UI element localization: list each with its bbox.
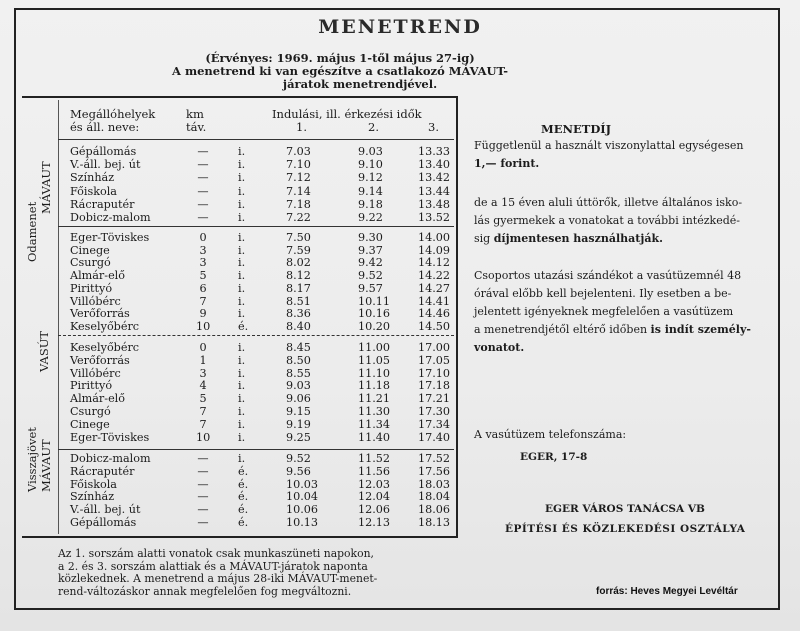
cell-name: Cinege	[70, 417, 110, 431]
table-row	[0, 379, 458, 392]
cell-t3: 17.18	[418, 379, 451, 393]
cell-ie: i.	[238, 452, 246, 465]
cell-name: Dobicz-malom	[70, 452, 151, 465]
cell-t3: 13.44	[418, 184, 451, 198]
table-row	[0, 244, 458, 257]
cell-t3: 17.05	[418, 353, 451, 367]
cell-ie: i.	[238, 231, 246, 244]
cell-km: —	[197, 464, 209, 478]
cell-km: 7	[199, 294, 207, 308]
table-row	[0, 307, 458, 320]
table-row	[0, 367, 458, 380]
cell-km: 7	[199, 405, 207, 418]
cell-t3: 17.40	[418, 430, 451, 444]
cell-ie: i.	[238, 405, 246, 418]
cell-t1: 8.17	[286, 281, 311, 295]
cell-t3: 14.46	[418, 307, 451, 321]
cell-t3: 14.27	[418, 281, 451, 295]
cell-name: Dobicz-malom	[70, 211, 151, 224]
cell-t2: 9.10	[358, 158, 383, 172]
cell-name: Verőforrás	[70, 307, 130, 321]
cell-t1: 9.52	[286, 452, 311, 465]
cell-t1: 8.40	[286, 319, 311, 333]
table-row	[0, 158, 458, 171]
cell-t1: 10.13	[286, 516, 319, 529]
cell-name: Villóbérc	[70, 366, 121, 380]
cell-km: —	[197, 184, 209, 198]
cell-km: 0	[199, 341, 207, 354]
footnote: Az 1. sorszám alatti vonatok csak munkaszüneti napokon, a 2. és 3. sorszám alattiak és a MÁVAUT-járatok naponta közlekednek. A menetrend a május 28-iki MÁVAUT-menet- rend-változáskor annak megfelelően fog megváltozni.	[58, 547, 378, 598]
cell-name: Rácraputér	[70, 197, 135, 211]
cell-t1: 8.12	[286, 269, 311, 283]
cell-t2: 12.04	[358, 490, 391, 504]
cell-t1: 7.18	[286, 197, 311, 211]
table-row	[0, 418, 458, 431]
cell-t1: 7.03	[286, 145, 311, 158]
cell-name: Csurgó	[70, 256, 111, 270]
table-row	[0, 503, 458, 516]
cell-name: Színház	[70, 171, 115, 185]
cell-t1: 9.25	[286, 430, 311, 444]
cell-km: —	[197, 145, 209, 158]
cell-t2: 11.52	[358, 452, 391, 465]
cell-t2: 11.18	[358, 379, 391, 393]
cell-t1: 8.51	[286, 294, 311, 308]
cell-t3: 17.52	[418, 452, 451, 465]
cell-t2: 9.57	[358, 281, 383, 295]
cell-name: Verőforrás	[70, 353, 130, 367]
cell-t1: 8.50	[286, 353, 311, 367]
cell-t1: 10.04	[286, 490, 319, 504]
subtitle-line-2: A menetrend ki van egészítve a csatlakozó MÁVAUT-	[172, 64, 508, 78]
section-divider-1	[58, 226, 454, 227]
header-col-2: 2.	[368, 120, 379, 134]
cell-km: —	[197, 516, 209, 529]
cell-ie: i.	[238, 379, 246, 393]
cell-t2: 10.16	[358, 307, 391, 321]
cell-t2: 11.30	[358, 405, 391, 418]
cell-ie: i.	[238, 417, 246, 431]
cell-t1: 8.45	[286, 341, 311, 354]
cell-t1: 8.36	[286, 307, 311, 321]
table-row	[0, 405, 458, 418]
table-row	[0, 198, 458, 211]
table-row	[0, 295, 458, 308]
cell-t2: 9.03	[358, 145, 383, 158]
cell-km: —	[197, 452, 209, 465]
cell-name: V.-áll. bej. út	[70, 158, 141, 172]
cell-ie: i.	[238, 307, 246, 321]
table-row	[0, 320, 458, 333]
table-row	[0, 392, 458, 405]
cell-t2: 9.12	[358, 171, 383, 185]
cell-t2: 11.40	[358, 430, 391, 444]
table-row	[0, 516, 458, 529]
cell-t3: 14.41	[418, 294, 451, 308]
header-times: Indulási, ill. érkezési idők	[272, 107, 422, 121]
cell-t3: 17.56	[418, 464, 451, 478]
cell-ie: é.	[238, 503, 249, 517]
cell-ie: i.	[238, 197, 246, 211]
header-col-3: 3.	[428, 120, 439, 134]
cell-km: 1	[199, 353, 207, 367]
cell-km: —	[197, 171, 209, 185]
cell-t3: 17.30	[418, 405, 451, 418]
group-travel-paragraph: Csoportos utazási szándékot a vasútüzemnél 48 órával előbb kell bejelenteni. Ily esetben a be- jelentett igényeknek megfelelően a vasútüzem a menetrendjétől eltérő időben is indít személy- vonatot.	[474, 269, 751, 354]
cell-km: 3	[199, 366, 207, 380]
cell-t1: 9.19	[286, 417, 311, 431]
cell-t2: 12.13	[358, 516, 391, 529]
cell-t1: 7.50	[286, 231, 311, 244]
cell-t2: 12.03	[358, 477, 391, 491]
table-row	[0, 171, 458, 184]
table-row	[0, 282, 458, 295]
cell-t1: 10.03	[286, 477, 319, 491]
cell-t2: 9.52	[358, 269, 383, 283]
table-row	[0, 452, 458, 465]
source-credit: forrás: Heves Megyei Levéltár	[596, 586, 738, 597]
table-bottom-rule	[22, 536, 458, 538]
cell-t1: 8.55	[286, 366, 311, 380]
cell-t3: 17.10	[418, 366, 451, 380]
cell-t1: 7.10	[286, 158, 311, 172]
table-row	[0, 256, 458, 269]
cell-ie: i.	[238, 145, 246, 158]
cell-name: Csurgó	[70, 405, 111, 418]
side-label-mavaut-1: MÁVAUT	[39, 161, 53, 214]
cell-t2: 11.10	[358, 366, 391, 380]
cell-km: 6	[199, 281, 207, 295]
cell-name: Főiskola	[70, 477, 117, 491]
cell-t3: 18.04	[418, 490, 451, 504]
cell-name: Keselyőbérc	[70, 319, 140, 333]
cell-km: —	[197, 503, 209, 517]
table-row	[0, 341, 458, 354]
cell-name: Eger-Töviskes	[70, 430, 150, 444]
cell-name: Eger-Töviskes	[70, 231, 150, 244]
free-travel-paragraph: de a 15 éven aluli úttörők, illetve általános isko- lás gyermekek a vonatokat a további intézkedé- sig díjmentesen használhatják.	[474, 196, 743, 245]
cell-km: —	[197, 477, 209, 491]
header-col-1: 1.	[296, 120, 307, 134]
cell-t1: 7.14	[286, 184, 311, 198]
cell-ie: i.	[238, 294, 246, 308]
cell-name: Gépállomás	[70, 145, 137, 158]
table-row	[0, 185, 458, 198]
cell-t3: 13.40	[418, 158, 451, 172]
cell-t2: 11.34	[358, 417, 391, 431]
cell-km: —	[197, 211, 209, 224]
phone-label: A vasútüzem telefonszáma:	[474, 428, 627, 441]
table-row	[0, 354, 458, 367]
cell-t1: 7.12	[286, 171, 311, 185]
cell-ie: i.	[238, 341, 246, 354]
cell-t1: 8.02	[286, 256, 311, 270]
cell-t2: 11.21	[358, 392, 391, 406]
side-label-mavaut-2: MÁVAUT	[39, 439, 53, 492]
cell-t3: 14.12	[418, 256, 451, 270]
cell-t3: 13.52	[418, 211, 451, 224]
fare-paragraph: Függetlenül a használt viszonylattal egységesen 1,— forint.	[474, 139, 744, 170]
cell-name: Gépállomás	[70, 516, 137, 529]
cell-t2: 10.11	[358, 294, 391, 308]
cell-name: Pirittyó	[70, 379, 113, 393]
table-row	[0, 478, 458, 491]
header-km: km táv.	[186, 107, 207, 134]
cell-name: Keselyőbérc	[70, 341, 140, 354]
cell-t3: 17.34	[418, 417, 451, 431]
cell-ie: é.	[238, 319, 249, 333]
cell-name: Almár-elő	[70, 392, 125, 406]
cell-name: Színház	[70, 490, 115, 504]
side-label-odamenet: Odamenet	[25, 201, 39, 262]
cell-t2: 11.56	[358, 464, 391, 478]
cell-t1: 10.06	[286, 503, 319, 517]
signature-line-2: ÉPÍTÉSI ÉS KÖZLEKEDÉSI OSZTÁLYA	[505, 523, 746, 535]
validity-line: (Érvényes: 1969. május 1-től május 27-ig)	[205, 51, 475, 65]
cell-ie: i.	[238, 211, 246, 224]
cell-t1: 9.06	[286, 392, 311, 406]
cell-t1: 9.15	[286, 405, 311, 418]
cell-km: 10	[196, 430, 211, 444]
cell-name: Pirittyó	[70, 281, 113, 295]
header-stops: Megállóhelyek és áll. neve:	[70, 107, 156, 134]
cell-name: Villóbérc	[70, 294, 121, 308]
cell-ie: i.	[238, 353, 246, 367]
cell-ie: i.	[238, 184, 246, 198]
cell-ie: i.	[238, 430, 246, 444]
cell-t2: 10.20	[358, 319, 391, 333]
table-row	[0, 490, 458, 503]
cell-ie: i.	[238, 243, 246, 257]
table-top-rule	[22, 96, 458, 98]
cell-km: 5	[199, 269, 207, 283]
cell-t3: 14.00	[418, 231, 451, 244]
cell-name: V.-áll. bej. út	[70, 503, 141, 517]
cell-ie: i.	[238, 366, 246, 380]
cell-ie: é.	[238, 516, 249, 529]
header-divider	[58, 139, 454, 140]
table-row	[0, 431, 458, 444]
table-row	[0, 211, 458, 224]
cell-km: 0	[199, 231, 207, 244]
cell-km: 3	[199, 256, 207, 270]
cell-km: —	[197, 158, 209, 172]
cell-km: 10	[196, 319, 211, 333]
subtitle-line-3: járatok menetrendjével.	[282, 77, 438, 91]
cell-t2: 9.18	[358, 197, 383, 211]
cell-km: 5	[199, 392, 207, 406]
table-row	[0, 145, 458, 158]
cell-ie: i.	[238, 171, 246, 185]
cell-t3: 17.21	[418, 392, 451, 406]
phone-number: EGER, 17-8	[520, 451, 588, 463]
cell-t1: 9.03	[286, 379, 311, 393]
cell-ie: i.	[238, 392, 246, 406]
side-label-vasut: VASÚT	[37, 330, 51, 372]
cell-name: Főiskola	[70, 184, 117, 198]
cell-t3: 13.42	[418, 171, 451, 185]
table-row	[0, 465, 458, 478]
cell-t3: 17.00	[418, 341, 451, 354]
fare-heading: MENETDÍJ	[541, 122, 612, 136]
cell-t3: 18.13	[418, 516, 451, 529]
cell-t2: 11.05	[358, 353, 391, 367]
page-title: MENETREND	[318, 16, 482, 38]
signature-line-1: EGER VÁROS TANÁCSA VB	[545, 503, 705, 515]
cell-ie: é.	[238, 490, 249, 504]
cell-km: —	[197, 197, 209, 211]
cell-t3: 14.09	[418, 243, 451, 257]
cell-t3: 13.48	[418, 197, 451, 211]
table-row	[0, 269, 458, 282]
cell-ie: é.	[238, 464, 249, 478]
table-row	[0, 231, 458, 244]
cell-t3: 18.06	[418, 503, 451, 517]
cell-km: 7	[199, 417, 207, 431]
cell-ie: é.	[238, 477, 249, 491]
cell-ie: i.	[238, 256, 246, 270]
cell-t3: 13.33	[418, 145, 451, 158]
cell-t2: 12.06	[358, 503, 391, 517]
cell-t2: 9.37	[358, 243, 383, 257]
cell-t3: 14.22	[418, 269, 451, 283]
cell-name: Rácraputér	[70, 464, 135, 478]
cell-t1: 7.59	[286, 243, 311, 257]
cell-km: —	[197, 490, 209, 504]
cell-t1: 7.22	[286, 211, 311, 224]
cell-t2: 9.30	[358, 231, 383, 244]
cell-t2: 11.00	[358, 341, 391, 354]
cell-t2: 9.14	[358, 184, 383, 198]
cell-ie: i.	[238, 281, 246, 295]
section-divider-3	[58, 449, 454, 450]
cell-km: 4	[199, 379, 207, 393]
cell-t1: 9.56	[286, 464, 311, 478]
cell-ie: i.	[238, 269, 246, 283]
section-divider-2	[58, 335, 454, 336]
cell-t3: 14.50	[418, 319, 451, 333]
cell-t2: 9.22	[358, 211, 383, 224]
cell-name: Cinege	[70, 243, 110, 257]
side-label-visszajovet: Visszajövet	[25, 427, 39, 492]
cell-ie: i.	[238, 158, 246, 172]
cell-t2: 9.42	[358, 256, 383, 270]
cell-km: 9	[199, 307, 207, 321]
cell-name: Almár-elő	[70, 269, 125, 283]
cell-t3: 18.03	[418, 477, 451, 491]
cell-km: 3	[199, 243, 207, 257]
